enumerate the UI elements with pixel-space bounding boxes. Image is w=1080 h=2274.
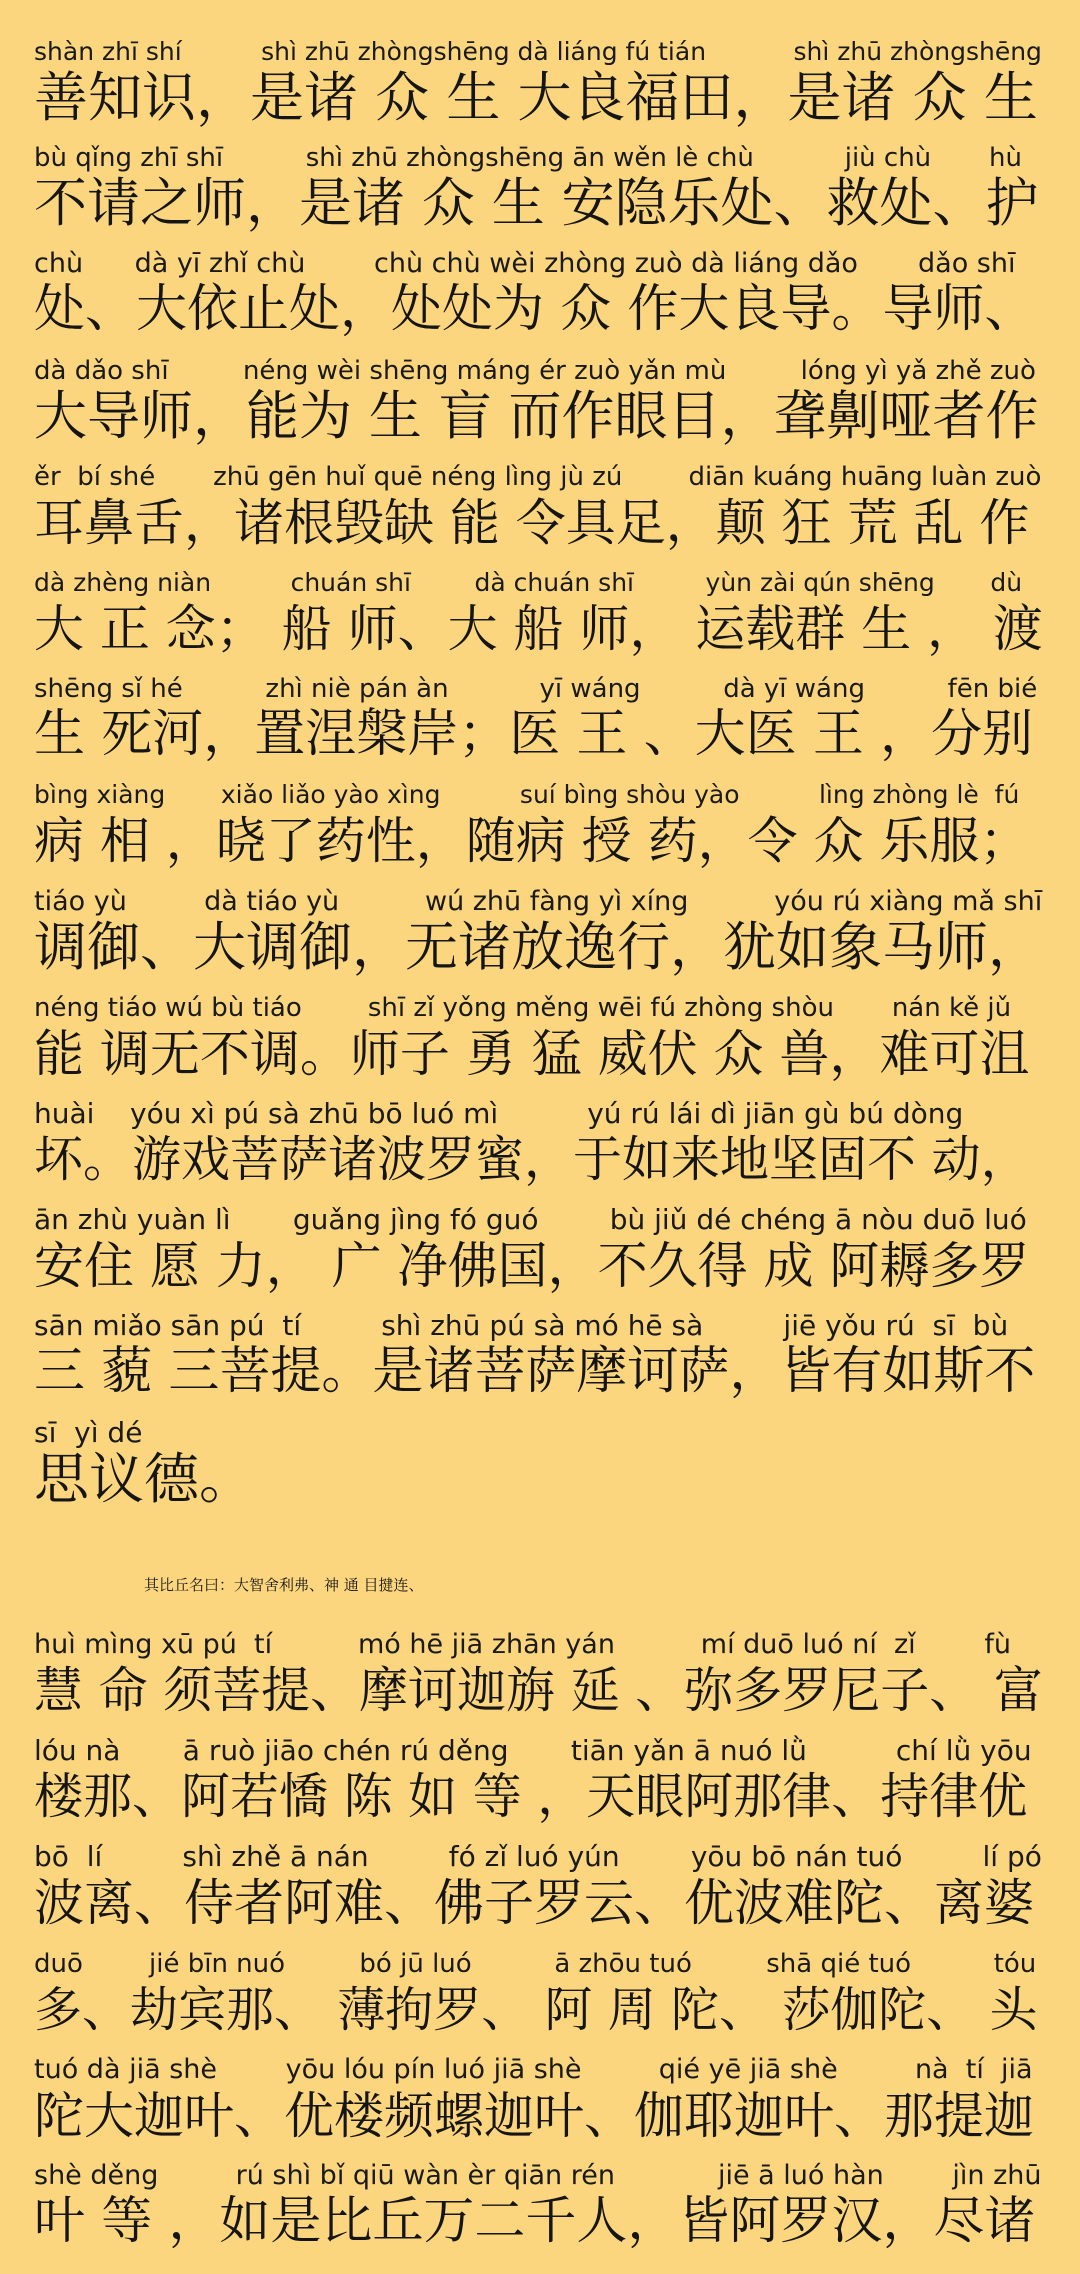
pinyin-line: huì mìng xū pú tí mó hē jiā zhān yán mí duō luó ní zǐ fù xyxy=(34,1629,1011,1660)
hanzi-line: 波离、侍者阿难、佛子罗云、优波难陀、离婆 xyxy=(34,1874,1034,1933)
pinyin-line: dà dǎo shī néng wèi shēng máng ér zuò yǎn mù lóng yì yǎ zhě zuò xyxy=(34,355,1036,386)
hanzi-line: 调御、大调御，无诸放逸行，犹如象马师， xyxy=(34,916,1041,978)
pinyin-line: chù dà yī zhǐ chù chù chù wèi zhòng zuò dà liáng dǎo dǎo shī xyxy=(34,248,1016,280)
hanzi-line: 大 正 念； 船 师、大 船 师， 运载群 生 ， 渡 xyxy=(34,600,1043,658)
pinyin-line: lóu nà ā ruò jiāo chén rú děng tiān yǎn ā nuó lǜ chí lǜ yōu xyxy=(34,1734,1032,1768)
hanzi-line: 病 相 ，晓了药性，随病 授 药，令 众 乐服； xyxy=(34,812,1030,871)
hanzi-line: 耳鼻舌，诸根毁缺 能 令具足，颠 狂 荒 乱 作 xyxy=(34,493,1030,552)
hanzi-line: 大导师，能为 生 盲 而作眼目，聋劓哑者作 xyxy=(34,385,1039,447)
pinyin-line: shè děng rú shì bǐ qiū wàn èr qiān rén jiē ā luó hàn jìn zhū xyxy=(34,2160,1042,2191)
pinyin-line: ěr bí shé zhū gēn huǐ quē néng lìng jù zú diān kuáng huāng luàn zuò xyxy=(34,461,1042,492)
hanzi-line: 其比丘名曰：大智舍利弗、神 通 目揵连、 xyxy=(144,1575,424,1594)
hanzi-line: 楼那、阿若憍 陈 如 等 ，天眼阿那律、持律优 xyxy=(34,1768,1028,1826)
hanzi-line: 坏。游戏菩萨诸波罗蜜，于如来地坚固不 动， xyxy=(34,1131,1030,1188)
pinyin-line: néng tiáo wú bù tiáo shī zǐ yǒng měng wēi fú zhòng shòu nán kě jǔ xyxy=(34,992,1012,1023)
hanzi-line: 三 藐 三菩提。是诸菩萨摩诃萨，皆有如斯不 xyxy=(34,1342,1036,1402)
pinyin-line: shēng sǐ hé zhì niè pán àn yī wáng dà yī wáng fēn bié xyxy=(34,674,1038,705)
pinyin-line: tuó dà jiā shè yōu lóu pín luó jiā shè qié yē jiā shè nà tí jiā xyxy=(34,2053,1033,2085)
hanzi-line: 多、劫宾那、 薄拘罗、 阿 周 陀、 莎伽陀、 头 xyxy=(34,1981,1038,2038)
hanzi-line: 慧 命 须菩提、摩诃迦旃 延 、弥多罗尼子、 富 xyxy=(34,1662,1043,1719)
hanzi-line: 处、大依止处，处处为 众 作大良导。导师、 xyxy=(34,280,1036,340)
hanzi-line: 思议德。 xyxy=(34,1446,255,1511)
hanzi-line: 陀大迦叶、优楼频螺迦叶、伽耶迦叶、那提迦 xyxy=(34,2086,1034,2145)
pinyin-line: shàn zhī shí shì zhū zhòngshēng dà liáng fú tián shì zhū zhòngshēng xyxy=(34,37,1042,66)
hanzi-line: 安住 愿 力， 广 净佛国，不久得 成 阿耨多罗 xyxy=(34,1237,1030,1296)
pinyin-line: duō jié bīn nuó bó jū luó ā zhōu tuó shā qié tuó tóu xyxy=(34,1948,1037,1979)
hanzi-line: 生 死河，置涅槃岸；医 王 、大医 王 ，分别 xyxy=(34,705,1034,765)
pinyin-line: bù qǐng zhī shī shì zhū zhòngshēng ān wěn lè chù jiù chù hù xyxy=(34,143,1022,174)
pinyin-line: sī yì dé xyxy=(34,1415,143,1449)
pinyin-line: huài yóu xì pú sà zhū bō luó mì yú rú lái dì jiān gù bú dòng xyxy=(34,1097,964,1130)
pinyin-line: tiáo yù dà tiáo yù wú zhū fàng yì xíng yóu rú xiàng mǎ shī xyxy=(34,885,1043,917)
hanzi-line: 能 调无不调。师子 勇 猛 威伏 众 兽，难可沮 xyxy=(34,1024,1030,1083)
hanzi-line: 善知识，是诸 众 生 大良福田，是诸 众 生 xyxy=(34,66,1038,129)
pinyin-line: dà zhèng niàn chuán shī dà chuán shī yùn zài qún shēng dù xyxy=(34,568,1023,597)
pinyin-line: ān zhù yuàn lì guǎng jìng fó guó bù jiǔ dé chéng ā nòu duō luó xyxy=(34,1203,1027,1237)
hanzi-line: 不请之师，是诸 众 生 安隐乐处、救处、护 xyxy=(34,173,1039,235)
pinyin-line: sān miǎo sān pú tí shì zhū pú sà mó hē sà jiē yǒu rú sī bù xyxy=(34,1309,1009,1343)
hanzi-line: 叶 等 ，如是比丘万二千人，皆阿罗汉，尽诸 xyxy=(34,2192,1036,2251)
pinyin-line: bō lí shì zhě ā nán fó zǐ luó yún yōu bō nán tuó lí pó xyxy=(34,1840,1042,1874)
pinyin-line: bìng xiàng xiǎo liǎo yào xìng suí bìng shòu yào lìng zhòng lè fú xyxy=(34,780,1020,810)
